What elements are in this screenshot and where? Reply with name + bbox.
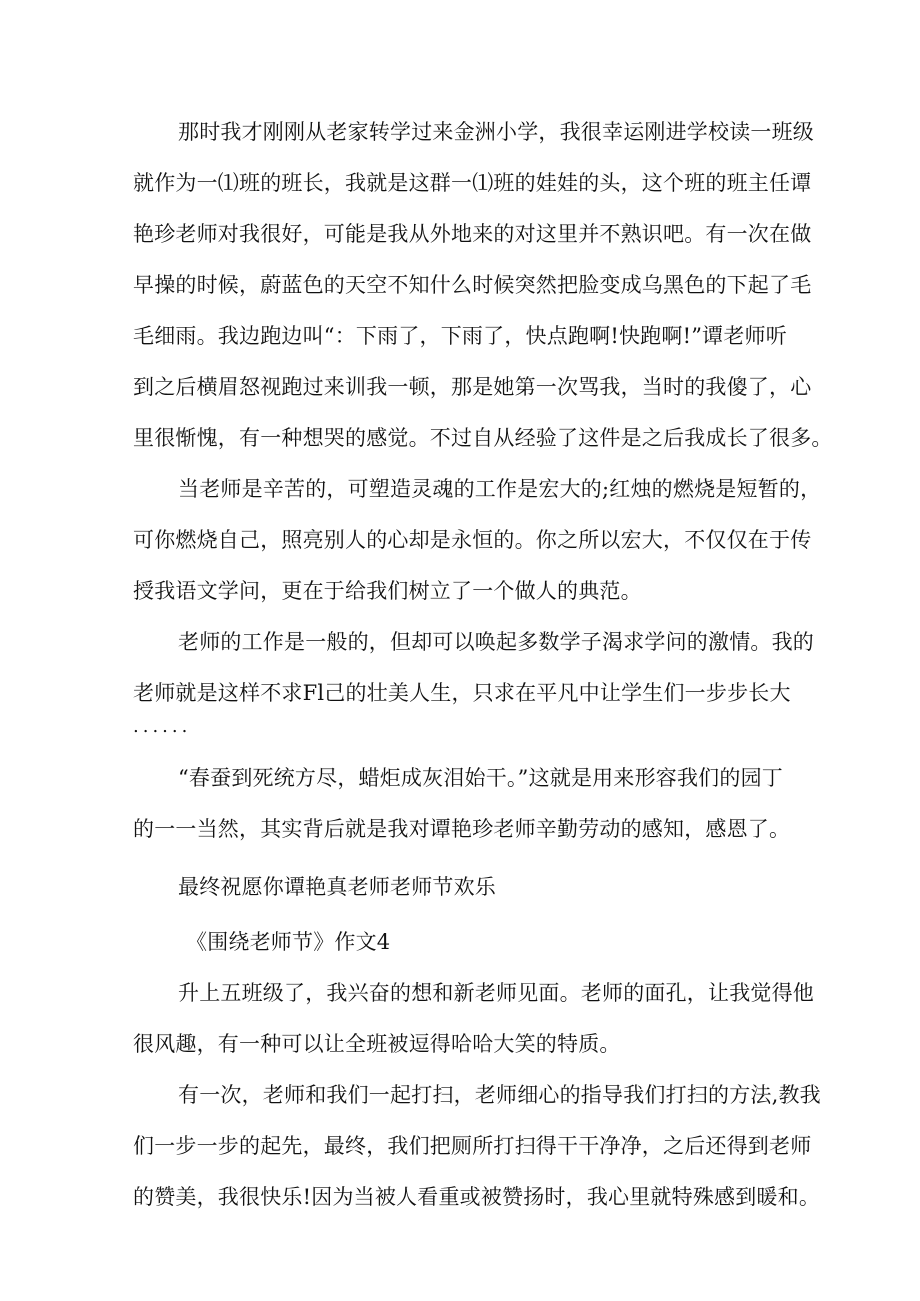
paragraph-8-line-1: 有一次，老师和我们一起打扫，老师细心的指导我们打扫的方法,教我: [178, 1083, 821, 1107]
paragraph-3-ellipsis: ......: [133, 716, 192, 737]
paragraph-2-line-3: 授我语文学问，更在于给我们树立了一个做人的典范。: [133, 579, 642, 603]
paragraph-2-line-2: 可你燃烧自己，照亮别人的心却是永恒的。你之所以宏大，不仅仅在于传: [133, 528, 812, 552]
paragraph-3-line-2: 老师就是这样不求Fl己的壮美人生，只求在平凡中让学生们一步步长大: [133, 681, 791, 705]
paragraph-1-line-1: 那时我才刚刚从老家转学过来金洲小学，我很幸运刚进学校读一班级: [178, 120, 814, 144]
paragraph-7-line-1: 升上五班级了，我兴奋的想和新老师见面。老师的面孔，让我觉得他: [178, 981, 814, 1005]
paragraph-4-line-2: 的一一当然，其实背后就是我对谭艳珍老师辛勤劳动的感知，感恩了。: [133, 817, 791, 841]
paragraph-3-line-1: 老师的工作是一般的，但却可以唤起多数学子渴求学问的激情。我的: [178, 630, 814, 654]
paragraph-1-line-5: 毛细雨。我边跑边叫“：下雨了，下雨了，快点跑啊!快跑啊!”谭老师听: [133, 324, 787, 348]
paragraph-8-line-2: 们一步一步的起先，最终，我们把厕所打扫得干干净净，之后还得到老师: [133, 1134, 812, 1158]
paragraph-1-line-3: 艳珍老师对我很好，可能是我从外地来的对这里并不熟识吧。有一次在做: [133, 222, 812, 246]
paragraph-1-line-4: 早操的时候，蔚蓝色的天空不知什么时候突然把脸变成乌黑色的下起了毛: [133, 273, 812, 297]
paragraph-1-line-6: 到之后横眉怒视跑过来训我一顿，那是她第一次骂我，当时的我傻了，心: [133, 375, 812, 399]
paragraph-8-line-3: 的赞美，我很快乐!因为当被人看重或被赞扬时，我心里就特殊感到暖和。: [133, 1185, 821, 1209]
paragraph-2-line-1: 当老师是辛苦的，可塑造灵魂的工作是宏大的;红烛的燃烧是短暂的，: [178, 477, 822, 501]
paragraph-7-line-2: 很风趣，有一种可以让全班被逗得哈哈大笑的特质。: [133, 1032, 621, 1056]
paragraph-4-line-1: “春蚕到死统方尽，蜡炬成灰泪始干。”这就是用来形容我们的园丁: [178, 766, 783, 790]
paragraph-1-line-7: 里很惭愧，有一种想哭的感觉。不过自从经验了这件是之后我成长了很多。: [133, 426, 833, 450]
essay-title: 《围绕老师节》作文4: [186, 930, 391, 954]
paragraph-1-line-2: 就作为一⑴班的班长，我就是这群一⑴班的娃娃的头，这个班的班主任谭: [133, 171, 812, 195]
closing-wish: 最终祝愿你谭艳真老师老师节欢乐: [178, 875, 496, 899]
